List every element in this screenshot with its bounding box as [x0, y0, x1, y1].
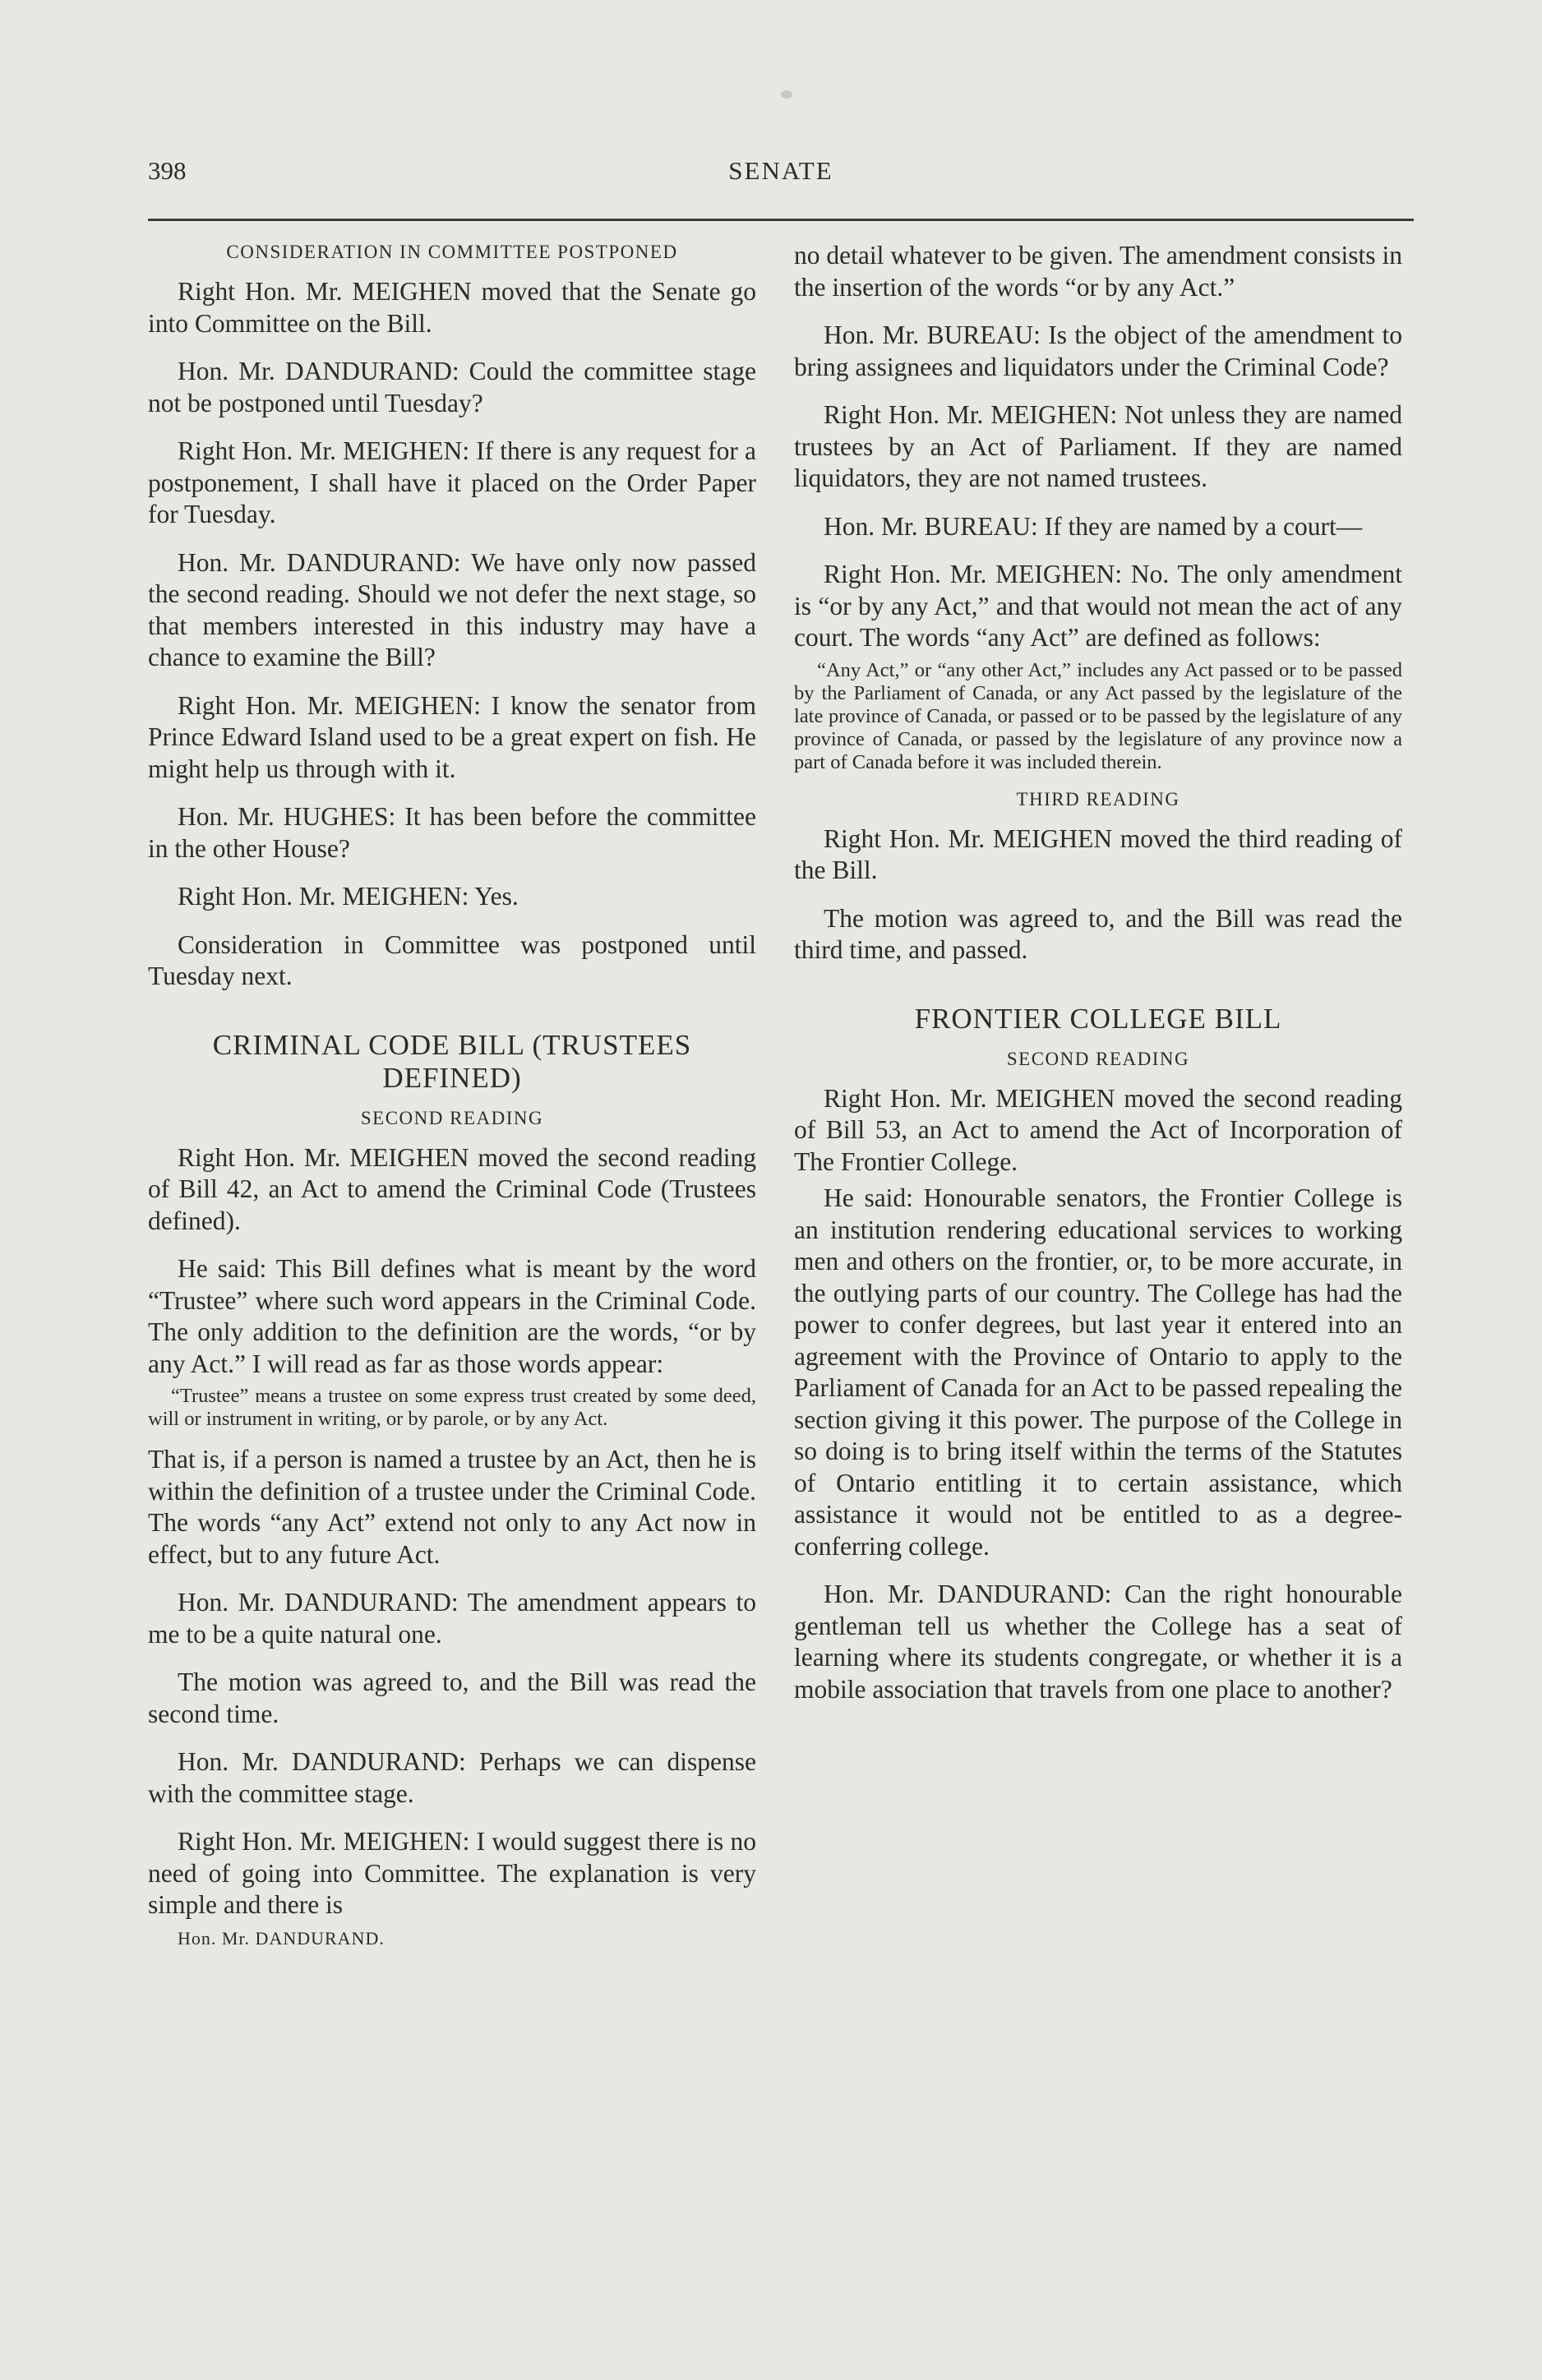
- paragraph: That is, if a person is named a trustee by an Act, then he is within the definition of a trustee under the Criminal Code. The words “any Act” extend not only to any Act now in effect, but to any future Act.: [148, 1445, 756, 1569]
- paragraph: Right Hon. Mr. MEIGHEN moved the second reading of Bill 53, an Act to amend the Act of Incorporation of The Frontier College.: [794, 1083, 1402, 1176]
- paragraph: The motion was agreed to, and the Bill was read the second time.: [148, 1667, 756, 1728]
- paragraph: Hon. Mr. DANDURAND: We have only now passed the second reading. Should we not defer the next stage, so that members interested in this industry may have a chance to examine the Bill?: [148, 547, 756, 671]
- bill-title: FRONTIER COLLEGE BILL: [914, 1002, 1282, 1035]
- paragraph: no detail whatever to be given. The amendment consists in the insertion of the words “or by any Act.”: [794, 241, 1402, 302]
- paragraph: Hon. Mr. DANDURAND: Perhaps we can dispense with the committee stage.: [148, 1747, 756, 1808]
- paragraph: Consideration in Committee was postponed until Tuesday next.: [148, 929, 756, 990]
- paragraph: Right Hon. Mr. MEIGHEN moved the third reading of the Bill.: [794, 823, 1402, 884]
- page-number: 398: [148, 156, 187, 185]
- paragraph: Hon. Mr. HUGHES: It has been before the committee in the other House?: [148, 802, 756, 863]
- section-subhead: THIRD READING: [1016, 788, 1180, 809]
- page-header: [148, 156, 1414, 196]
- paper-mark: [781, 90, 792, 99]
- paragraph: Right Hon. Mr. MEIGHEN: Not unless they are named trustees by an Act of Parliament. If they are named liquidators, they are not named trustees.: [794, 400, 1402, 492]
- paragraph: Hon. Mr. BUREAU: If they are named by a court—: [824, 511, 1363, 541]
- paragraph: Right Hon. Mr. MEIGHEN: I know the senator from Prince Edward Island used to be a great expert on fish. He might help us through with it.: [148, 690, 756, 783]
- section-subhead: SECOND READING: [1006, 1048, 1190, 1069]
- header-rule: [148, 219, 1414, 221]
- paragraph: Hon. Mr. BUREAU: Is the object of the amendment to bring assignees and liquidators under the Criminal Code?: [794, 321, 1402, 381]
- paragraph: He said: This Bill defines what is meant by the word “Trustee” where such word appears in the Criminal Code. The only addition to the definition are the words, “or by any Act.” I will read as far as those words appear:: [148, 1254, 756, 1378]
- paragraph: Hon. Mr. DANDURAND: Could the committee stage not be postponed until Tuesday?: [148, 357, 756, 417]
- quoted-definition: “Trustee” means a trustee on some express trust created by some deed, will or instrument in writing, or by parole, or by any Act.: [148, 1385, 756, 1430]
- paragraph: Right Hon. Mr. MEIGHEN: No. The only amendment is “or by any Act,” and that would not mean the act of any court. The words “any Act” are defined as follows:: [794, 560, 1402, 652]
- paragraph: Hon. Mr. DANDURAND: The amendment appears to me to be a quite natural one.: [148, 1588, 756, 1649]
- paragraph: Right Hon. Mr. MEIGHEN: I would suggest there is no need of going into Committee. The explanation is very simple and there is: [148, 1827, 756, 1919]
- paragraph: Right Hon. Mr. MEIGHEN moved the second reading of Bill 42, an Act to amend the Criminal Code (Trustees defined).: [148, 1142, 756, 1235]
- left-column: [148, 240, 756, 1949]
- paragraph: Hon. Mr. DANDURAND: Can the right honourable gentleman tell us whether the College has a seat of learning where its students congregate, or whether it is a mobile association that travels from one place to another?: [794, 1580, 1402, 1704]
- paragraph: He said: Honourable senators, the Frontier College is an institution rendering educational services to working men and others on the frontier, or, to be more accurate, in the outlying parts of our country. The College has had the power to confer degrees, but last year it entered into an agreement with the Province of Ontario to apply to the Parliament of Canada for an Act to be passed repealing the section giving it this power. The purpose of the College in so doing is to bring itself within the terms of the Statutes of Ontario entitling it to certain assistance, which assistance it would not be entitled to as a degree-conferring college.: [794, 1183, 1402, 1561]
- bill-title: CRIMINAL CODE BILL (TRUSTEES DEFINED): [212, 1028, 692, 1094]
- section-subhead: CONSIDERATION IN COMMITTEE POSTPONED: [226, 242, 678, 262]
- right-column: [794, 240, 1402, 1722]
- quoted-definition: “Any Act,” or “any other Act,” includes any Act passed or to be passed by the Parliament of Canada, or any Act passed by the legislature of the late province of Canada, or passed or to be passed by the legislature of any province of Canada, or passed by the legislature of any province now a part of Canada before it was included therein.: [794, 658, 1402, 773]
- section-subhead: SECOND READING: [360, 1107, 544, 1128]
- paragraph: The motion was agreed to, and the Bill was read the third time, and passed.: [794, 903, 1402, 964]
- paragraph: Right Hon. Mr. MEIGHEN: If there is any request for a postponement, I shall have it placed on the Order Paper for Tuesday.: [148, 436, 756, 528]
- footer-speaker-name: Hon. Mr. DANDURAND.: [178, 1927, 385, 1949]
- paragraph: Right Hon. Mr. MEIGHEN: Yes.: [178, 882, 519, 911]
- running-head: SENATE: [728, 156, 833, 185]
- paragraph: Right Hon. Mr. MEIGHEN moved that the Senate go into Committee on the Bill.: [148, 277, 756, 338]
